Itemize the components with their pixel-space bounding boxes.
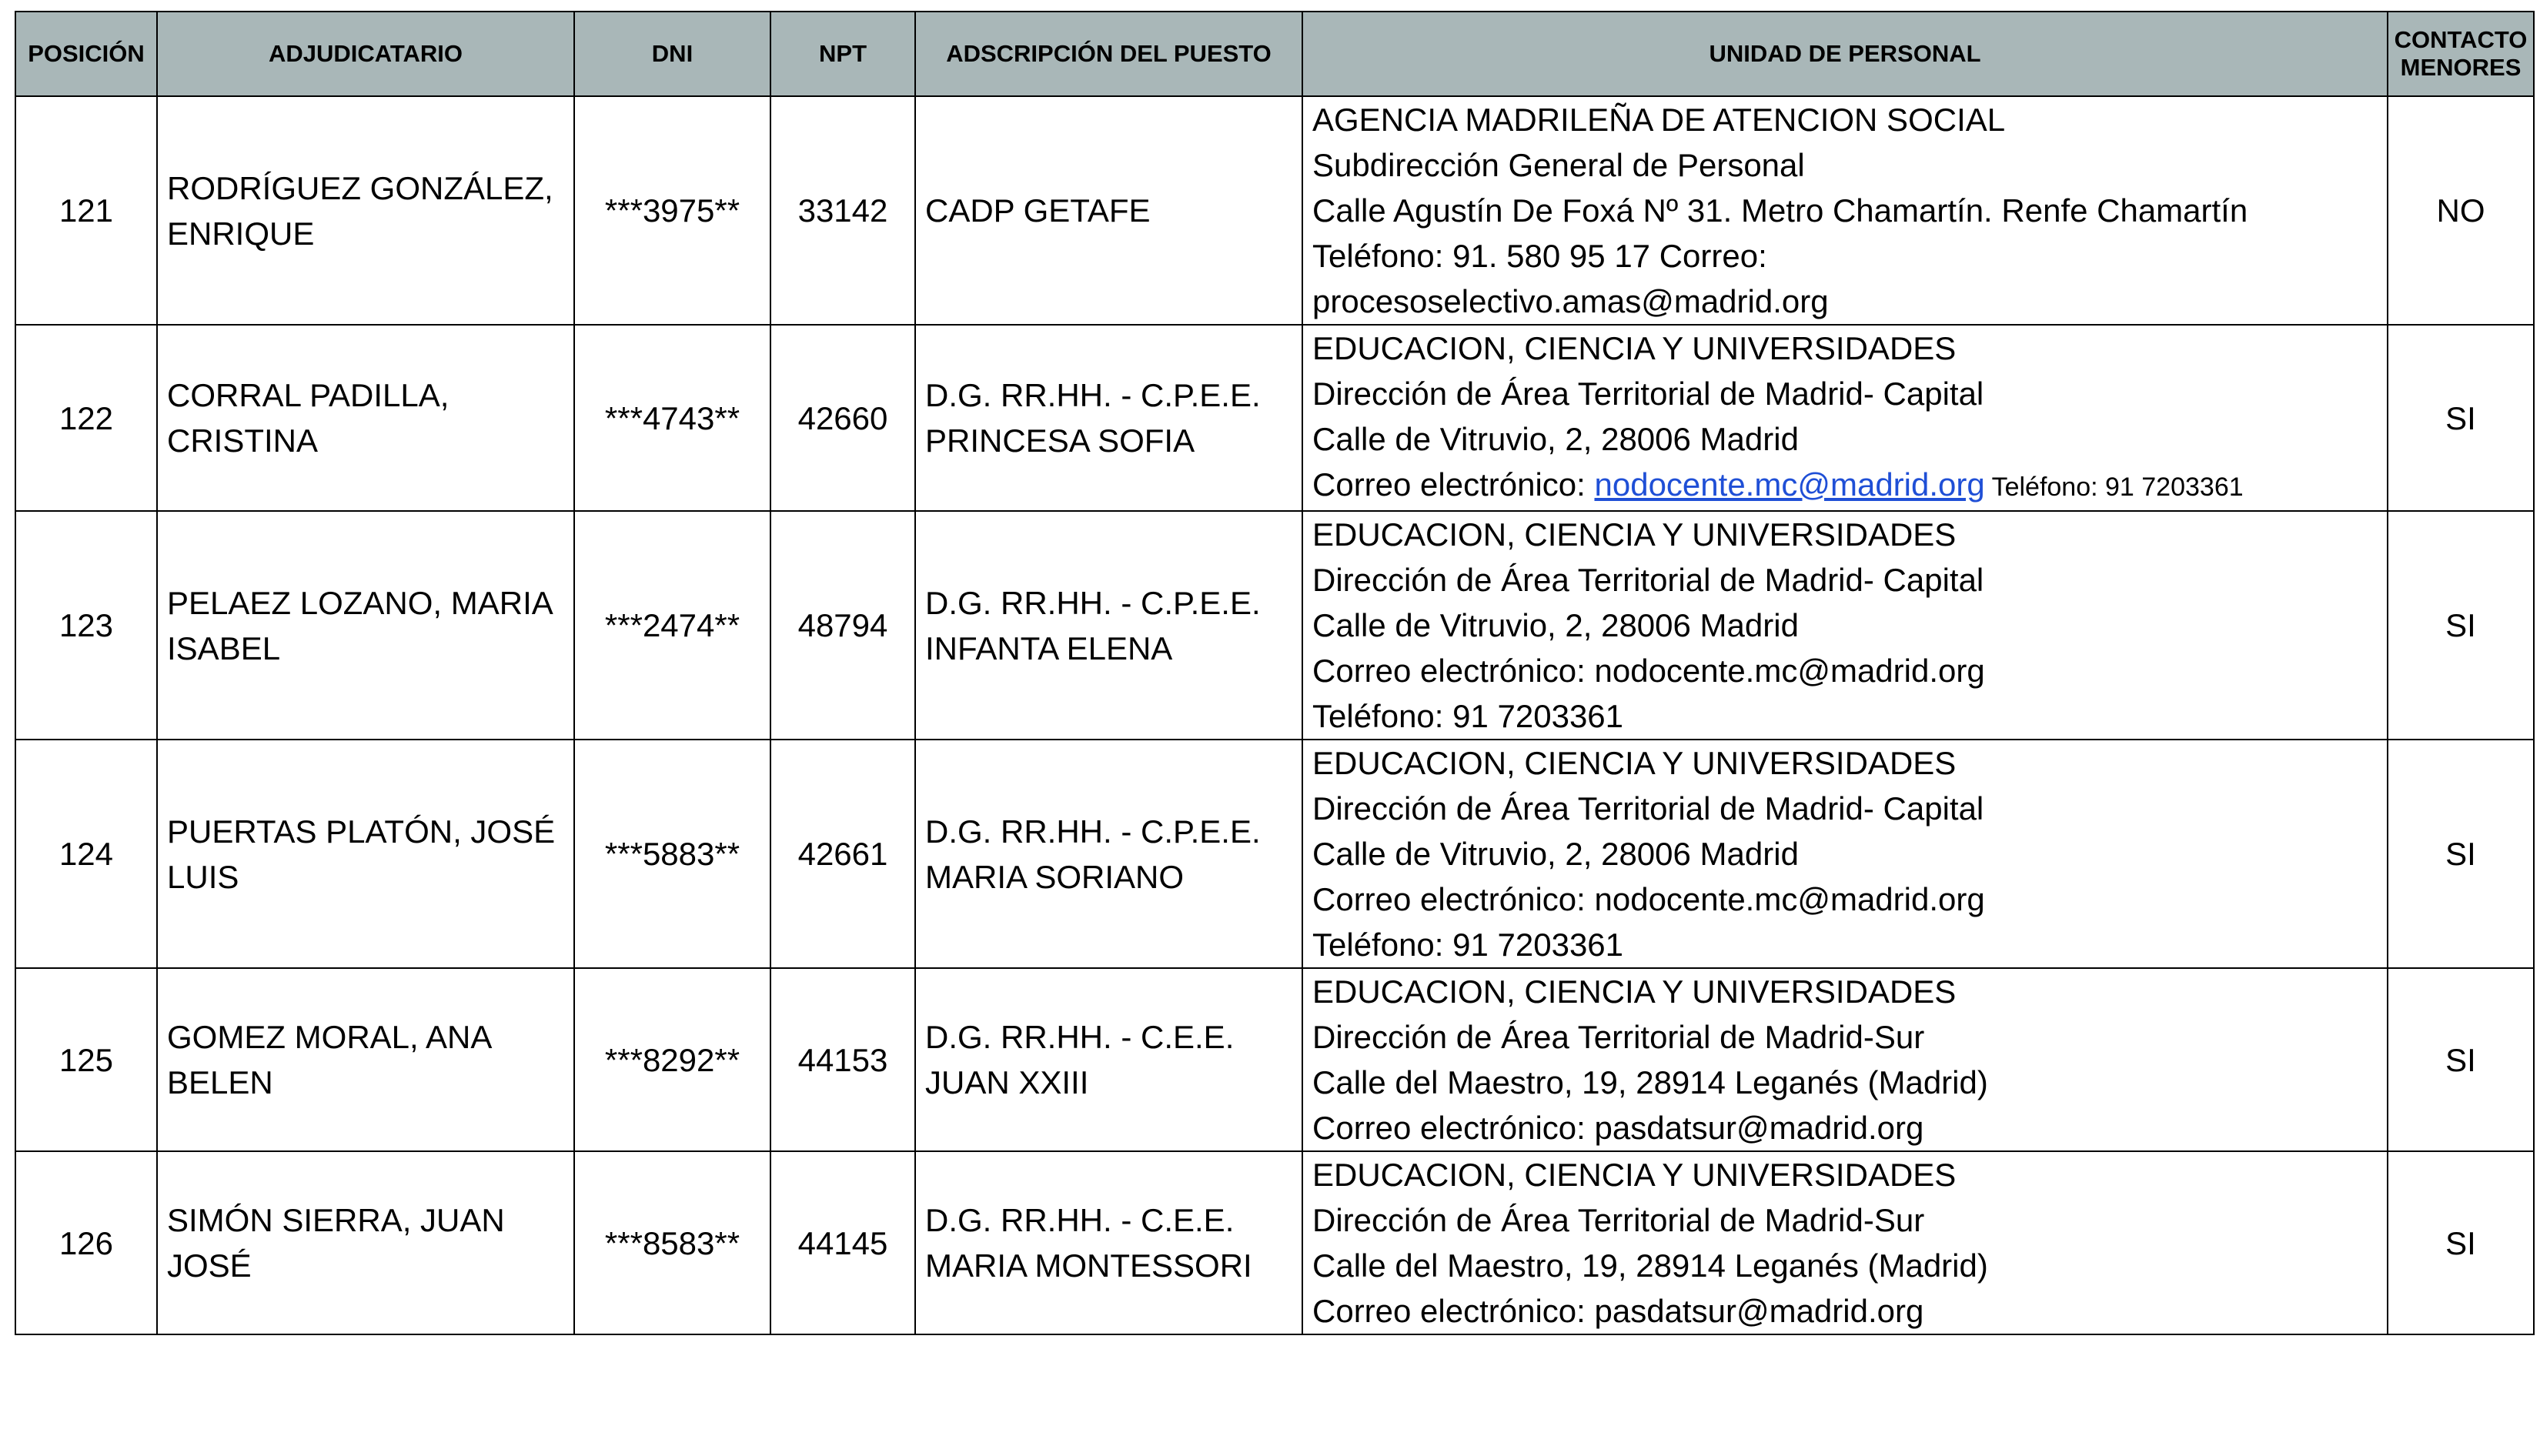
- unidad-line: Teléfono: 91 7203361: [1312, 698, 1624, 734]
- adjudication-table: [15, 11, 2535, 1335]
- unidad-line: Dirección de Área Territorial de Madrid- Capital: [1312, 562, 1984, 598]
- unidad-line: EDUCACION, CIENCIA Y UNIVERSIDADES: [1312, 1157, 1957, 1193]
- unidad-line: Dirección de Área Territorial de Madrid-Sur: [1312, 1202, 1925, 1238]
- adscripcion-line1: D.G. RR.HH. - C.P.E.E.: [925, 813, 1261, 850]
- cell-npt: 42660: [770, 325, 915, 511]
- adjudicatario-line1: PUERTAS PLATÓN, JOSÉ: [167, 813, 556, 850]
- table-header-row: [15, 12, 2534, 96]
- cell-contacto-menores: NO: [2388, 96, 2534, 325]
- adscripcion-line2: MARIA MONTESSORI: [925, 1247, 1252, 1284]
- cell-dni: ***4743**: [574, 325, 770, 511]
- adjudicatario-line2: BELEN: [167, 1064, 273, 1100]
- cell-adscripcion: [915, 325, 1302, 511]
- cell-unidad: [1302, 96, 2388, 325]
- adjudicatario-line1: SIMÓN SIERRA, JUAN: [167, 1202, 505, 1238]
- header-contacto-menores: [2388, 12, 2534, 96]
- unidad-line: Calle del Maestro, 19, 28914 Leganés (Madrid): [1312, 1064, 1988, 1100]
- unidad-line: Correo electrónico: pasdatsur@madrid.org: [1312, 1293, 1924, 1329]
- header-dni: DNI: [574, 12, 770, 96]
- cell-npt: 42661: [770, 740, 915, 968]
- adjudicatario-line2: ISABEL: [167, 629, 281, 666]
- table-row: [15, 740, 2534, 968]
- cell-adjudicatario: [157, 511, 574, 740]
- table-row: [15, 96, 2534, 325]
- cell-adscripcion: [915, 1151, 1302, 1334]
- header-adjudicatario: ADJUDICATARIO: [157, 12, 574, 96]
- adjudicatario-line1: RODRÍGUEZ GONZÁLEZ,: [167, 169, 553, 206]
- cell-dni: ***5883**: [574, 740, 770, 968]
- table-row: [15, 968, 2534, 1151]
- table-row: [15, 325, 2534, 511]
- unidad-line: Calle de Vitruvio, 2, 28006 Madrid: [1312, 607, 1799, 643]
- header-unidad: UNIDAD DE PERSONAL: [1302, 12, 2388, 96]
- cell-contacto-menores: SI: [2388, 325, 2534, 511]
- cell-npt: 33142: [770, 96, 915, 325]
- unidad-line: Correo electrónico: nodocente.mc@madrid.org: [1312, 653, 1985, 689]
- cell-contacto-menores: SI: [2388, 968, 2534, 1151]
- unidad-line: Calle del Maestro, 19, 28914 Leganés (Madrid): [1312, 1247, 1988, 1284]
- unidad-line: Dirección de Área Territorial de Madrid-Sur: [1312, 1019, 1925, 1055]
- adjudicatario-line2: CRISTINA: [167, 422, 319, 459]
- adjudicatario-line1: GOMEZ MORAL, ANA: [167, 1019, 493, 1055]
- email-link[interactable]: nodocente.mc@madrid.org: [1594, 466, 1985, 503]
- header-adscripcion: ADSCRIPCIÓN DEL PUESTO: [915, 12, 1302, 96]
- unidad-line: Teléfono: 91 7203361: [1312, 927, 1624, 963]
- cell-posicion: 122: [15, 325, 157, 511]
- adscripcion-line1: CADP GETAFE: [925, 192, 1151, 229]
- cell-npt: 44153: [770, 968, 915, 1151]
- cell-contacto-menores: SI: [2388, 1151, 2534, 1334]
- cell-unidad: [1302, 968, 2388, 1151]
- unidad-line: EDUCACION, CIENCIA Y UNIVERSIDADES: [1312, 745, 1957, 781]
- unidad-line: Correo electrónico: nodocente.mc@madrid.org: [1312, 881, 1985, 917]
- adscripcion-line1: D.G. RR.HH. - C.P.E.E.: [925, 377, 1261, 413]
- unidad-line: Dirección de Área Territorial de Madrid- Capital: [1312, 790, 1984, 827]
- cell-adscripcion: [915, 968, 1302, 1151]
- cell-adjudicatario: [157, 740, 574, 968]
- unidad-line: EDUCACION, CIENCIA Y UNIVERSIDADES: [1312, 330, 1957, 366]
- cell-npt: 48794: [770, 511, 915, 740]
- cell-dni: ***2474**: [574, 511, 770, 740]
- cell-dni: ***8583**: [574, 1151, 770, 1334]
- unidad-line: Calle de Vitruvio, 2, 28006 Madrid: [1312, 836, 1799, 872]
- cell-contacto-menores: SI: [2388, 511, 2534, 740]
- header-contacto-line1: CONTACTO: [2394, 26, 2528, 53]
- unidad-line: AGENCIA MADRILEÑA DE ATENCION SOCIAL: [1312, 102, 2006, 138]
- unidad-line: Calle de Vitruvio, 2, 28006 Madrid: [1312, 421, 1799, 457]
- cell-contacto-menores: SI: [2388, 740, 2534, 968]
- cell-adscripcion: [915, 740, 1302, 968]
- unidad-line: Correo electrónico: pasdatsur@madrid.org: [1312, 1110, 1924, 1146]
- adscripcion-line2: MARIA SORIANO: [925, 858, 1185, 895]
- cell-posicion: 123: [15, 511, 157, 740]
- unidad-line: procesoselectivo.amas@madrid.org: [1312, 283, 1829, 319]
- cell-npt: 44145: [770, 1151, 915, 1334]
- unidad-line: EDUCACION, CIENCIA Y UNIVERSIDADES: [1312, 516, 1957, 553]
- adjudicatario-line2: JOSÉ: [167, 1247, 252, 1284]
- cell-adjudicatario: [157, 968, 574, 1151]
- adscripcion-line2: PRINCESA SOFIA: [925, 422, 1195, 459]
- cell-unidad: [1302, 325, 2388, 511]
- cell-adjudicatario: [157, 1151, 574, 1334]
- unidad-line: Teléfono: 91. 580 95 17 Correo:: [1312, 238, 1767, 274]
- cell-unidad: [1302, 1151, 2388, 1334]
- cell-posicion: 121: [15, 96, 157, 325]
- unidad-line: Dirección de Área Territorial de Madrid- Capital: [1312, 376, 1984, 412]
- adjudicatario-line1: CORRAL PADILLA,: [167, 377, 450, 413]
- telefono-small: Teléfono: 91 7203361: [1984, 473, 2244, 502]
- adjudication-table-wrapper: [15, 11, 2535, 1335]
- adscripcion-line1: D.G. RR.HH. - C.E.E.: [925, 1202, 1235, 1238]
- cell-adjudicatario: [157, 96, 574, 325]
- adscripcion-line2: INFANTA ELENA: [925, 629, 1173, 666]
- adjudicatario-line1: PELAEZ LOZANO, MARIA: [167, 584, 553, 621]
- cell-unidad: [1302, 511, 2388, 740]
- adjudicatario-line2: LUIS: [167, 858, 239, 895]
- unidad-line: EDUCACION, CIENCIA Y UNIVERSIDADES: [1312, 973, 1957, 1010]
- header-posicion: POSICIÓN: [15, 12, 157, 96]
- unidad-contact-line: [1312, 462, 2378, 510]
- table-row: [15, 1151, 2534, 1334]
- cell-posicion: 124: [15, 740, 157, 968]
- unidad-line: Calle Agustín De Foxá Nº 31. Metro Chamartín. Renfe Chamartín: [1312, 192, 2248, 229]
- cell-posicion: 126: [15, 1151, 157, 1334]
- unidad-line: Subdirección General de Personal: [1312, 147, 1805, 183]
- cell-dni: ***3975**: [574, 96, 770, 325]
- header-npt: NPT: [770, 12, 915, 96]
- cell-adscripcion: [915, 96, 1302, 325]
- cell-posicion: 125: [15, 968, 157, 1151]
- cell-adjudicatario: [157, 325, 574, 511]
- adscripcion-line2: JUAN XXIII: [925, 1064, 1089, 1100]
- cell-unidad: [1302, 740, 2388, 968]
- adscripcion-line1: D.G. RR.HH. - C.P.E.E.: [925, 584, 1261, 621]
- table-row: [15, 511, 2534, 740]
- header-contacto-line2: MENORES: [2400, 54, 2522, 81]
- cell-adscripcion: [915, 511, 1302, 740]
- adscripcion-line1: D.G. RR.HH. - C.E.E.: [925, 1019, 1235, 1055]
- cell-dni: ***8292**: [574, 968, 770, 1151]
- correo-label: Correo electrónico:: [1312, 466, 1595, 503]
- adjudicatario-line2: ENRIQUE: [167, 215, 315, 252]
